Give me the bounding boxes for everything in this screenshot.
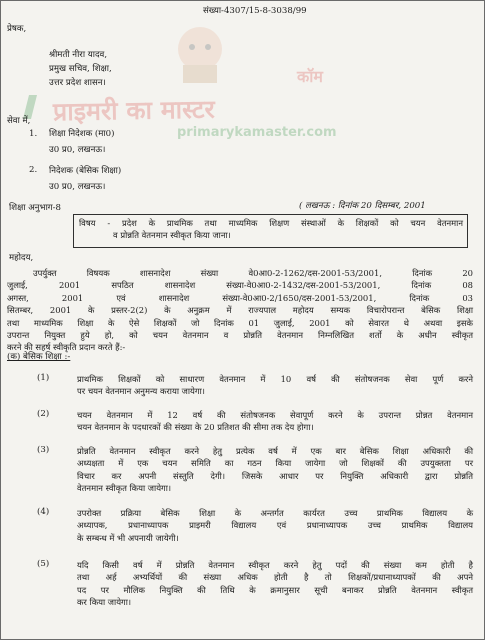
intro-line: उपरान्त नियुक्त हुये हो, को चयन वेतनमान व प्रोन्नति वेतनमान निम्नलिखित शर्तो के अधीन स्वीकृत bbox=[7, 330, 473, 341]
watermark-suffix: कॉम bbox=[297, 67, 324, 86]
point-line: उपरोक्त प्रक्रिया बेसिक शिक्षा के अन्तर्गत कार्यरत उच्च प्राथमिक विद्यालय के bbox=[77, 508, 473, 518]
point-line: चयन वेतनमान में 12 वर्ष की संतोषजनक सेवापूर्ण करने के उपरान्त प्रोन्नत वेतनमान bbox=[77, 410, 473, 420]
recipient-number: 1. bbox=[29, 129, 38, 139]
sender-line: उत्तर प्रदेश शासन। bbox=[49, 78, 106, 88]
intro-paragraph bbox=[7, 267, 473, 354]
subject-line: व प्रोन्नति वेतनमान स्वीकृत किया जाना। bbox=[113, 230, 231, 241]
point-number: (3) bbox=[37, 445, 50, 455]
section-name: शिक्षा अनुभाग-8 bbox=[9, 203, 62, 213]
recipient-title: निदेशक (बेसिक शिक्षा) bbox=[49, 166, 122, 176]
point-line: अध्यक्षता में एक चयन समिति का गठन किया जायेगा जो शिक्षकों की उपयुक्तता पर bbox=[77, 458, 473, 469]
point-5 bbox=[77, 559, 473, 609]
point-number: (4) bbox=[37, 507, 50, 517]
recipient-address: उ0 प्र0, लखनऊ। bbox=[49, 145, 106, 155]
point-1 bbox=[77, 373, 473, 398]
letter-date: ( लखनऊ : दिनांक 20 दिसम्बर, 2001 bbox=[299, 201, 426, 211]
point-line: के सम्बन्ध में भी अपनायी जायेगी। bbox=[77, 532, 179, 543]
point-line: यदि किसी वर्ष में प्रोन्नति वेतनमान स्वीकृत करने हेतु पदों की संख्या कम होती है bbox=[77, 560, 473, 570]
point-line: पर चयन वेतनमान अनुमन्य कराया जायेगा। bbox=[77, 386, 205, 397]
point-line: प्रोन्नति वेतनमान स्वीकृत करने हेतु प्रत्येक वर्ष में एक बार बेसिक शिक्षा अधिकारी की bbox=[77, 446, 473, 456]
intro-line: जुलाई, 2001 सपठित शासनादेश संख्या-वे0आ0-2-1432/दस-2001-53/2001, दिनांक 08 bbox=[7, 280, 473, 291]
subject bbox=[79, 217, 463, 242]
section-heading-basic: (क) बेसिक शिक्षा :- bbox=[7, 352, 71, 362]
point-line: अध्यापक, प्रधानाध्यापक प्राइमरी विद्यालय एवं प्रधानाध्यापक उच्च प्राथमिक विद्यालय bbox=[77, 520, 473, 531]
intro-line: उपर्युक्त विषयक शासनादेश संख्या वे0आ0-2-1262/दस-2001-53/2001, दिनांक 20 bbox=[33, 268, 473, 278]
watermark-hindi: प्राइमरी का मास्टर bbox=[52, 94, 215, 127]
intro-line: तथा माध्यमिक शिक्षा के ऐसे शिक्षकों जो दिनांक 01 जुलाई, 2001 को सेवारत थे अथवा इसके bbox=[7, 317, 473, 328]
point-line: चयन वेतनमान के पदधारकों की संख्या के 20 प्रतिशत की सीमा तक देय होगा। bbox=[77, 422, 314, 433]
point-number: (5) bbox=[37, 559, 50, 569]
intro-line: अगस्त, 2001 एवं शासनादेश संख्या-वे0आ0-2/1650/दस-2001-53/2001, दिनांक 03 bbox=[7, 292, 473, 303]
point-line: पद पर मौलिक नियुक्ति की तिथि के क्रमानुसार सूची बनाकर प्रोन्नति वेतनमान स्वीकृत bbox=[77, 584, 473, 595]
from-label: प्रेषक, bbox=[7, 24, 27, 34]
point-line: प्राथमिक शिक्षकों को साधारण वेतनमान में 10 वर्ष की संतोषजनक सेवा पूर्ण करने bbox=[77, 374, 473, 384]
recipient-title: शिक्षा निदेशक (मा0) bbox=[49, 129, 115, 139]
salutation: महोदय, bbox=[9, 253, 34, 263]
to-label: सेवा में, bbox=[7, 116, 31, 126]
point-3 bbox=[77, 445, 473, 495]
point-number: (2) bbox=[37, 409, 50, 419]
recipient-address: उ0 प्र0, लखनऊ। bbox=[49, 182, 106, 192]
sender-line: प्रमुख सचिव, शिक्षा, bbox=[49, 64, 112, 74]
point-line: कर किया जायेगा। bbox=[77, 597, 132, 608]
point-2 bbox=[77, 409, 473, 434]
point-line: वेतनमान स्वीकृत किया जायेगा। bbox=[77, 483, 172, 494]
watermark-url: primarykamaster.com bbox=[177, 125, 337, 140]
point-line: तथा अर्ह अभ्यर्थियों की संख्या अधिक होती है तो शिक्षकों/प्रधानाध्यापकों की अपने bbox=[77, 572, 473, 583]
watermark-logo bbox=[161, 21, 239, 85]
point-line: विचार कर अपनी संस्तुति देगी। जिसके आधार पर नियुक्ति अधिकारी द्वारा प्रोन्नति bbox=[77, 470, 473, 481]
intro-line: सितम्बर, 2001 के प्रस्तर-2(2) के अनुक्रम में राज्यपाल महोदय सम्यक विचारोपरान्त बेसिक शिक्षा bbox=[7, 305, 473, 316]
point-number: (1) bbox=[37, 373, 50, 383]
subject-line: विषय - प्रदेश के प्राथमिक तथा माध्यमिक शिक्षण संस्थाओं के शिक्षकों को चयन वेतनमान bbox=[79, 218, 463, 228]
point-4 bbox=[77, 507, 473, 544]
sender-line: श्रीमती नीरा यादव, bbox=[49, 50, 108, 60]
reference-number: संख्या-4307/15-8-3038/99 bbox=[203, 6, 307, 16]
intro-line: करने की सहर्ष स्वीकृति प्रदान करते हैं:- bbox=[7, 342, 126, 353]
recipient-number: 2. bbox=[29, 165, 38, 175]
